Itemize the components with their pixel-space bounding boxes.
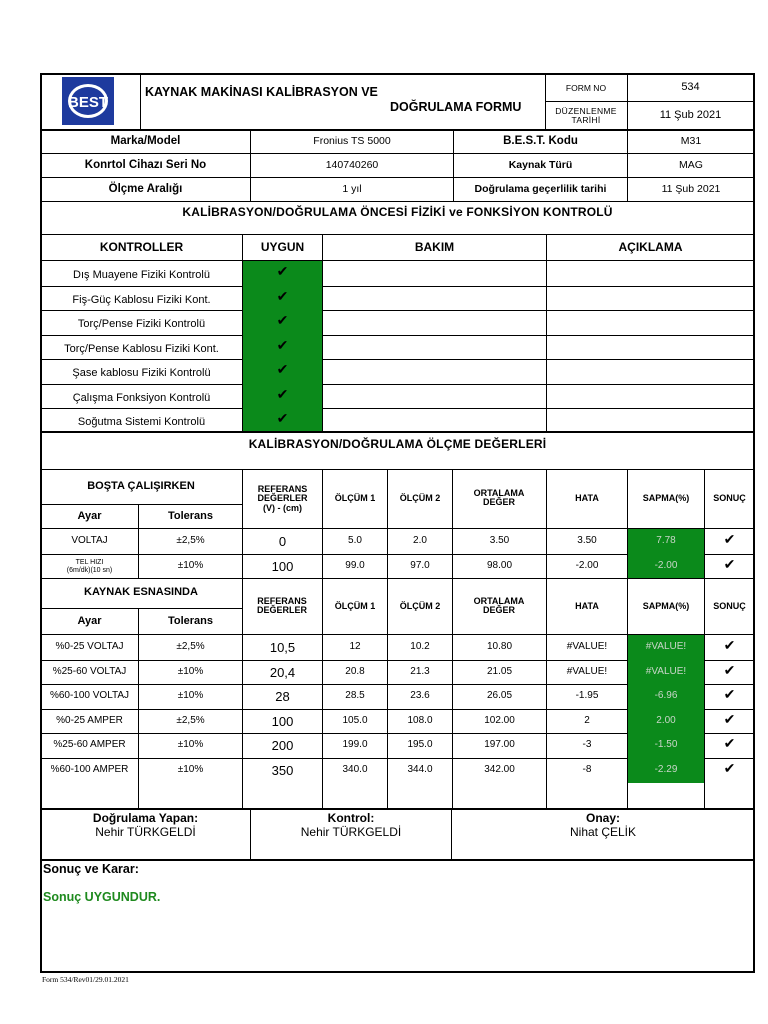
weld-col-deviation: SAPMA(%) (642, 600, 690, 611)
deviation-value: -2.00 (654, 560, 678, 572)
interval-value: 1 yıl (342, 182, 362, 195)
row-divider (40, 310, 755, 311)
tolerance-cell: ±10% (177, 690, 204, 702)
measure1-cell: 199.0 (342, 739, 368, 751)
reference-cell: 200 (271, 737, 294, 753)
measure2-cell: 2.0 (413, 535, 427, 547)
check-label: Dış Muayene Fiziki Kontrolü (73, 268, 210, 281)
brand-value: Fronius TS 5000 (313, 134, 391, 147)
measure1-cell: 105.0 (342, 715, 368, 727)
row-divider (40, 408, 755, 409)
measure1-cell: 12 (349, 641, 361, 653)
measure1-cell: 28.5 (345, 690, 365, 702)
check-mark-icon: ✔ (276, 311, 289, 328)
weld-type-value: MAG (679, 158, 703, 171)
setting-label: TEL HIZI (75, 559, 104, 567)
check-label: Çalışma Fonksiyon Kontrolü (72, 391, 211, 404)
prepared-label: Doğrulama Yapan: (92, 810, 199, 825)
weld-col-m1: ÖLÇÜM 1 (334, 600, 376, 611)
tolerance-cell: ±10% (177, 764, 204, 776)
idle-title: BOŞTA ÇALIŞIRKEN (87, 480, 195, 493)
idle-col-error: HATA (575, 493, 599, 504)
edit-date-value: 11 Şub 2021 (659, 108, 722, 121)
setting-cell: %0-25 AMPER (56, 715, 123, 727)
weld-col-setting: Ayar (77, 614, 102, 627)
reference-cell: 10,5 (269, 639, 296, 655)
result-check-icon: ✔ (723, 555, 736, 572)
form-reference: Form 534/Rev01/29.01.2021 (42, 974, 129, 984)
serial-value: 140740260 (325, 158, 379, 171)
col-controls: KONTROLLER (99, 240, 184, 255)
best-logo (62, 77, 114, 125)
average-cell: 102.00 (484, 715, 515, 727)
deviation-value: -1.50 (654, 739, 678, 751)
idle-col-tolerance: Tolerans (167, 509, 214, 522)
weld-title: KAYNAK ESNASINDA (84, 586, 198, 599)
setting-cell: %60-100 VOLTAJ (49, 690, 130, 702)
measure1-cell: 5.0 (348, 535, 362, 547)
row-divider (40, 335, 755, 336)
measure2-cell: 21.3 (410, 666, 430, 678)
prepared-name: Nehir TÜRKGELDİ (95, 824, 196, 839)
col-maintenance: BAKIM (414, 240, 455, 255)
best-code-value: M31 (680, 134, 702, 147)
idle-col-setting: Ayar (77, 509, 102, 522)
error-cell: -3 (582, 739, 592, 751)
weld-type-label: Kaynak Türü (508, 158, 573, 171)
weld-col-avg: ORTALAMA DEĞER (473, 595, 525, 615)
setting-cell: %60-100 AMPER (50, 764, 129, 776)
measure2-cell: 97.0 (410, 560, 430, 572)
error-cell: -8 (582, 764, 592, 776)
check-label: Fiş-Güç Kablosu Fiziki Kont. (72, 293, 211, 306)
measure2-cell: 344.0 (407, 764, 433, 776)
form-title-line2: DOĞRULAMA FORMU (390, 100, 522, 115)
check-mark-icon: ✔ (276, 262, 289, 279)
form-no-label: FORM NO (565, 82, 607, 93)
control-name: Nehir TÜRKGELDİ (300, 824, 402, 839)
check-label: Torç/Pense Kablosu Fiziki Kont. (64, 342, 219, 355)
average-cell: 98.00 (486, 560, 513, 572)
result-check-icon: ✔ (723, 759, 736, 776)
setting-cell: %25-60 AMPER (53, 739, 126, 751)
weld-col-error: HATA (575, 600, 599, 611)
result-check-icon: ✔ (723, 636, 736, 653)
error-cell: 2 (584, 715, 590, 727)
form-title-line1: KAYNAK MAKİNASI KALİBRASYON VE (145, 85, 378, 100)
approval-label: Onay: (585, 810, 620, 825)
control-label: Kontrol: (327, 810, 375, 825)
setting-cell: %25-60 VOLTAJ (52, 666, 127, 678)
average-cell: 342.00 (484, 764, 515, 776)
serial-label: Konrtol Cihazı Seri No (84, 159, 207, 172)
checks-title: KALİBRASYON/DOĞRULAMA ÖNCESİ FİZİKİ ve FONKSİYON KONTROLÜ (182, 204, 613, 219)
tolerance-cell: ±2,5% (176, 715, 205, 727)
brand-label: Marka/Model (110, 135, 181, 148)
row-divider (40, 359, 755, 360)
average-cell: 197.00 (484, 739, 515, 751)
approval-name: Nihat ÇELİK (569, 824, 637, 839)
conclusion-value: Sonuç UYGUNDUR. (43, 890, 161, 905)
average-cell: 3.50 (489, 535, 510, 547)
setting-cell (41, 554, 138, 579)
tolerance-cell: ±2,5% (176, 535, 205, 547)
reference-cell: 28 (275, 688, 290, 704)
best-code-label: B.E.S.T. Kodu (503, 135, 578, 148)
deviation-value: -6.96 (654, 690, 678, 702)
measure2-cell: 108.0 (407, 715, 433, 727)
idle-col-avg: ORTALAMA DEĞER (473, 487, 525, 507)
tolerance-cell: ±10% (177, 560, 204, 572)
measure-title: KALİBRASYON/DOĞRULAMA ÖLÇME DEĞERLERİ (248, 436, 547, 451)
idle-col-reference-label: REFERANS DEĞERLER (257, 483, 308, 504)
idle-col-result: SONUÇ (713, 493, 746, 504)
reference-cell: 100 (271, 713, 294, 729)
check-mark-icon: ✔ (276, 409, 289, 426)
check-mark-icon: ✔ (276, 287, 289, 304)
tolerance-cell: ±10% (177, 666, 204, 678)
idle-col-deviation: SAPMA(%) (642, 493, 690, 504)
setting-sub-label: (6m/dk)(10 sn) (66, 566, 113, 574)
check-label: Soğutma Sistemi Kontrolü (77, 415, 206, 428)
measure1-cell: 99.0 (345, 560, 365, 572)
measure1-cell: 20.8 (345, 666, 365, 678)
result-check-icon: ✔ (723, 661, 736, 678)
reference-cell: 0 (278, 533, 287, 549)
average-cell: 26.05 (486, 690, 513, 702)
measure2-cell: 195.0 (407, 739, 433, 751)
reference-cell: 350 (271, 762, 294, 778)
idle-col-reference-unit: (V) - (cm) (263, 502, 302, 513)
check-mark-icon: ✔ (276, 360, 289, 377)
idle-col-m2: ÖLÇÜM 2 (399, 493, 441, 504)
col-note: AÇIKLAMA (618, 240, 683, 255)
measure2-cell: 10.2 (410, 641, 430, 653)
tolerance-cell: ±10% (177, 739, 204, 751)
row-divider (40, 384, 755, 385)
setting-cell: %0-25 VOLTAJ (55, 641, 124, 653)
measure2-cell: 23.6 (410, 690, 430, 702)
deviation-value: #VALUE! (645, 666, 687, 678)
result-check-icon: ✔ (723, 710, 736, 727)
error-cell: #VALUE! (566, 641, 608, 653)
tolerance-cell: ±2,5% (176, 641, 205, 653)
check-label: Şase kablosu Fiziki Kontrolü (72, 366, 211, 379)
idle-col-reference (243, 478, 322, 520)
idle-col-m1: ÖLÇÜM 1 (334, 493, 376, 504)
form-no-value: 534 (681, 81, 700, 94)
average-cell: 10.80 (486, 641, 513, 653)
col-ok: UYGUN (260, 240, 305, 255)
deviation-value: 2.00 (656, 715, 676, 727)
row-divider (40, 286, 755, 287)
reference-cell: 100 (271, 558, 294, 574)
weld-col-reference: REFERANS DEĞERLER (256, 595, 307, 615)
validity-label: Doğrulama geçerlilik tarihi (474, 182, 607, 195)
error-cell: -1.95 (575, 690, 599, 702)
logo-text: BEST (67, 94, 109, 111)
edit-date-label: DÜZENLENME TARİHİ (555, 105, 617, 125)
deviation-value: -2.29 (654, 764, 678, 776)
result-check-icon: ✔ (723, 685, 736, 702)
validity-value: 11 Şub 2021 (661, 182, 721, 195)
weld-col-tolerance: Tolerans (167, 614, 214, 627)
error-cell: 3.50 (577, 535, 597, 547)
deviation-value: 7.78 (656, 535, 676, 547)
measure1-cell: 340.0 (342, 764, 368, 776)
check-label: Torç/Pense Fiziki Kontrolü (77, 317, 206, 330)
reference-cell: 20,4 (269, 664, 296, 680)
check-mark-icon: ✔ (276, 385, 289, 402)
result-check-icon: ✔ (723, 734, 736, 751)
weld-col-m2: ÖLÇÜM 2 (399, 600, 441, 611)
deviation-value: #VALUE! (645, 641, 687, 653)
average-cell: 21.05 (486, 666, 513, 678)
interval-label: Ölçme Aralığı (108, 183, 183, 196)
setting-cell: VOLTAJ (71, 535, 108, 547)
conclusion-label: Sonuç ve Karar: (43, 862, 139, 877)
check-mark-icon: ✔ (276, 336, 289, 353)
error-cell: -2.00 (575, 560, 599, 572)
error-cell: #VALUE! (566, 666, 608, 678)
weld-col-result: SONUÇ (713, 600, 746, 611)
result-check-icon: ✔ (723, 530, 736, 547)
